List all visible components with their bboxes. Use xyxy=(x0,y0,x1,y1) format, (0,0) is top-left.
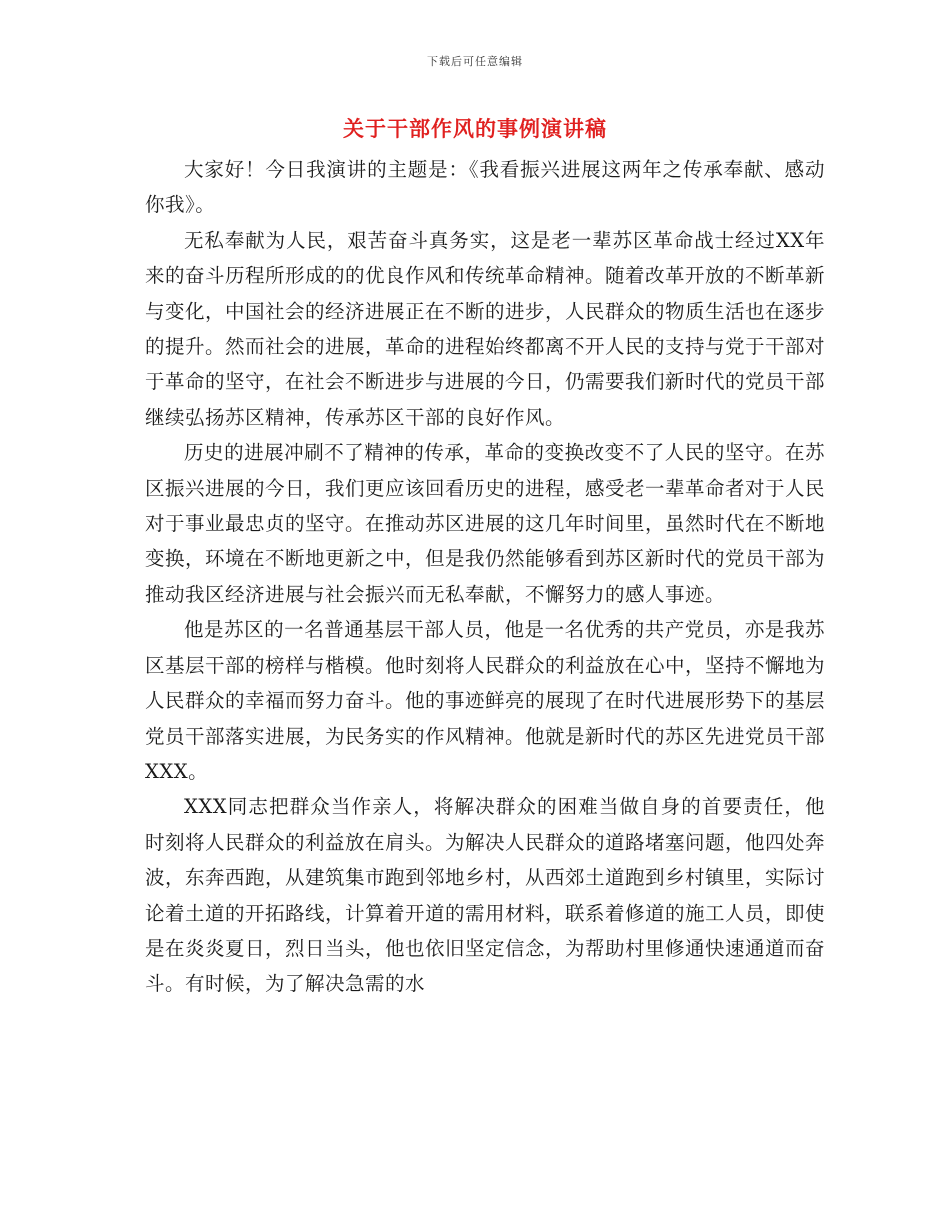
paragraph-dedication: 无私奉献为人民，艰苦奋斗真务实，这是老一辈苏区革命战士经过XX年来的奋斗历程所形成的的优良作风和传统革命精神。随着改革开放的不断革新与变化，中国社会的经济进展正在不断的进步，人民群众的物质生活也在逐步的提升。然而社会的进展，革命的进程始终都离不开人民的支持与党于干部对于革命的坚守，在社会不断进步与进展的今日，仍需要我们新时代的党员干部继续弘扬苏区精神，传承苏区干部的良好作风。 xyxy=(145,228,826,429)
paragraph-deeds: XXX同志把群众当作亲人，将解决群众的困难当做自身的首要责任，他时刻将人民群众的利益放在肩头。为解决人民群众的道路堵塞问题，他四处奔波，东奔西跑，从建筑集市跑到邻地乡村，从西郊土道跑到乡村镇里，实际讨论着土道的开拓路线，计算着开道的需用材料，联系着修道的施工人员，即使是在炎炎夏日，烈日当头，他也依旧坚定信念，为帮助村里修通快速通道而奋斗。有时候，为了解决急需的水 xyxy=(145,795,826,996)
page-header-note: 下载后可任意编辑 xyxy=(427,55,523,68)
paragraph-introduction: 他是苏区的一名普通基层干部人员，他是一名优秀的共产党员，亦是我苏区基层干部的榜样与楷模。他时刻将人民群众的利益放在心中，坚持不懈地为人民群众的幸福而努力奋斗。他的事迹鲜亮的展现了在时代进展形势下的基层党员干部落实进展，为民务实的作风精神。他就是新时代的苏区先进党员干部XXX。 xyxy=(145,618,826,783)
paragraph-greeting: 大家好！今日我演讲的主题是：《我看振兴进展这两年之传承奉献、感动你我》。 xyxy=(145,158,825,217)
paragraph-history: 历史的进展冲刷不了精神的传承，革命的变换改变不了人民的坚守。在苏区振兴进展的今日，我们更应该回看历史的进程，感受老一辈革命者对于人民对于事业最忠贞的坚守。在推动苏区进展的这几年时间里，虽然时代在不断地变换，环境在不断地更新之中，但是我仍然能够看到苏区新时代的党员干部为推动我区经济进展与社会振兴而无私奉献，不懈努力的感人事迹。 xyxy=(145,441,826,606)
document-title: 关于干部作风的事例演讲稿 xyxy=(343,116,607,141)
document-body xyxy=(145,152,825,1002)
